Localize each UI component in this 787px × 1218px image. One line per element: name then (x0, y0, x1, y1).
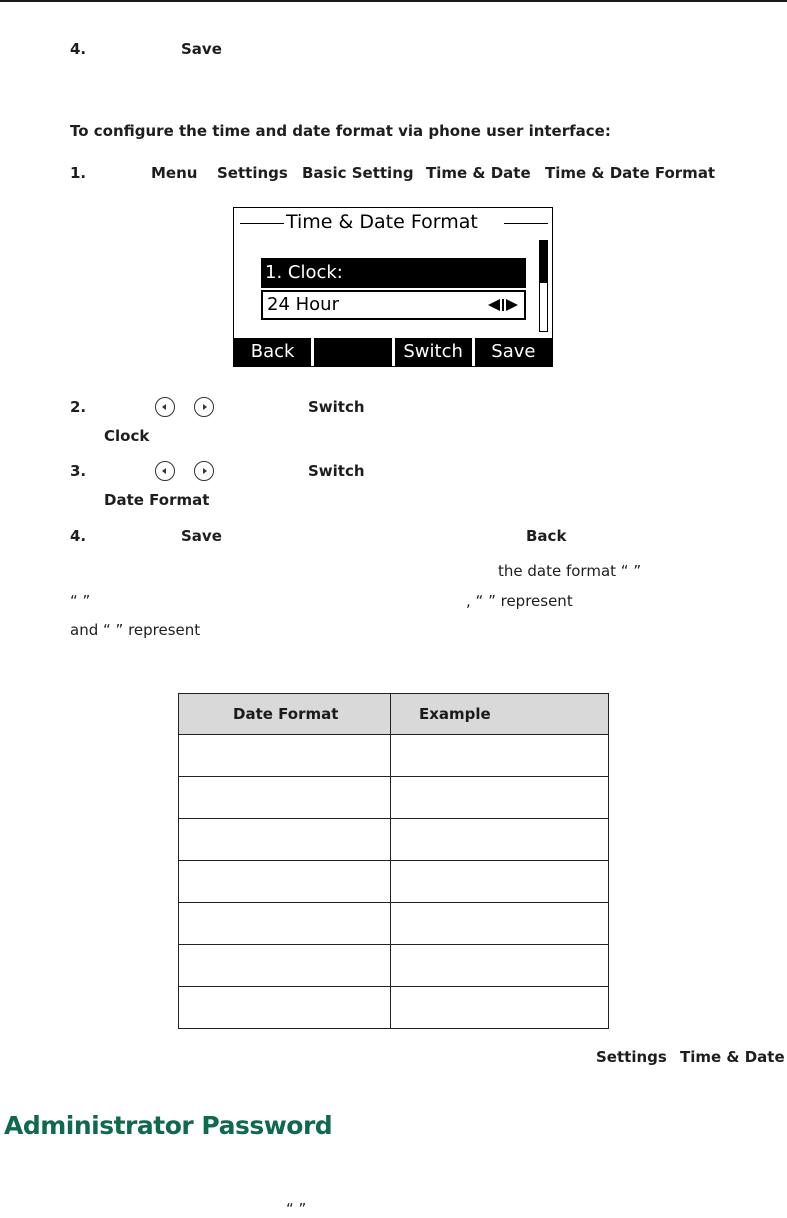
note-line-3: and “ ” represent (70, 621, 201, 639)
lcd-scrollbar (539, 240, 548, 332)
date-format-table (178, 693, 609, 1029)
softkey-back: Back (234, 338, 311, 366)
column-header-example: Example (391, 694, 609, 735)
note-line-1: the date format “ ” (498, 562, 642, 580)
time-date-label: Time & Date (680, 1048, 785, 1066)
softkey-save: Save (475, 338, 552, 366)
bottom-quotes: “ ” (286, 1200, 307, 1218)
phone-lcd-screen (233, 207, 553, 367)
time-date-label: Time & Date (426, 164, 531, 182)
top-rule (0, 0, 787, 2)
table-row (179, 861, 609, 903)
table-row (179, 945, 609, 987)
step-number: 4. (70, 40, 87, 58)
title-rule-right (504, 223, 548, 224)
section-title: Administrator Password (4, 1111, 333, 1140)
save-label: Save (181, 40, 222, 58)
lcd-softkeys (234, 338, 552, 366)
lcd-value-text: 24 Hour (267, 294, 339, 315)
basic-setting-label: Basic Setting (302, 164, 414, 182)
menu-label: Menu (151, 164, 198, 182)
table-row (179, 987, 609, 1029)
step-number: 2. (70, 398, 87, 416)
table-row (179, 735, 609, 777)
right-navigation-key-icon (194, 461, 214, 481)
note-line-2-represent: , “ ” represent (466, 592, 573, 610)
note-line-2-quotes: “ ” (70, 592, 91, 610)
table-header-row (179, 694, 609, 735)
time-date-format-label: Time & Date Format (545, 164, 716, 182)
lcd-value-row (261, 290, 526, 320)
softkey-empty (314, 338, 391, 366)
lcd-selected-row: 1. Clock: (261, 258, 526, 288)
procedure-heading: To configure the time and date format via phone user interface: (70, 122, 611, 140)
date-format-label: Date Format (104, 491, 210, 509)
table-row (179, 777, 609, 819)
clock-label: Clock (104, 427, 150, 445)
scrollbar-thumb (540, 241, 547, 283)
column-header-date-format: Date Format (179, 694, 391, 735)
table-row (179, 903, 609, 945)
step-number: 4. (70, 527, 87, 545)
step-number: 3. (70, 462, 87, 480)
back-label: Back (526, 527, 567, 545)
save-label: Save (181, 527, 222, 545)
settings-label: Settings (596, 1048, 667, 1066)
settings-label: Settings (217, 164, 288, 182)
switch-label: Switch (308, 462, 365, 480)
left-right-arrows-icon (488, 299, 520, 311)
table-row (179, 819, 609, 861)
lcd-title: Time & Date Format (286, 211, 478, 233)
title-rule-left (240, 223, 284, 224)
softkey-switch: Switch (395, 338, 472, 366)
step-number: 1. (70, 164, 87, 182)
right-navigation-key-icon (194, 397, 214, 417)
left-navigation-key-icon (155, 397, 175, 417)
left-navigation-key-icon (155, 461, 175, 481)
switch-label: Switch (308, 398, 365, 416)
